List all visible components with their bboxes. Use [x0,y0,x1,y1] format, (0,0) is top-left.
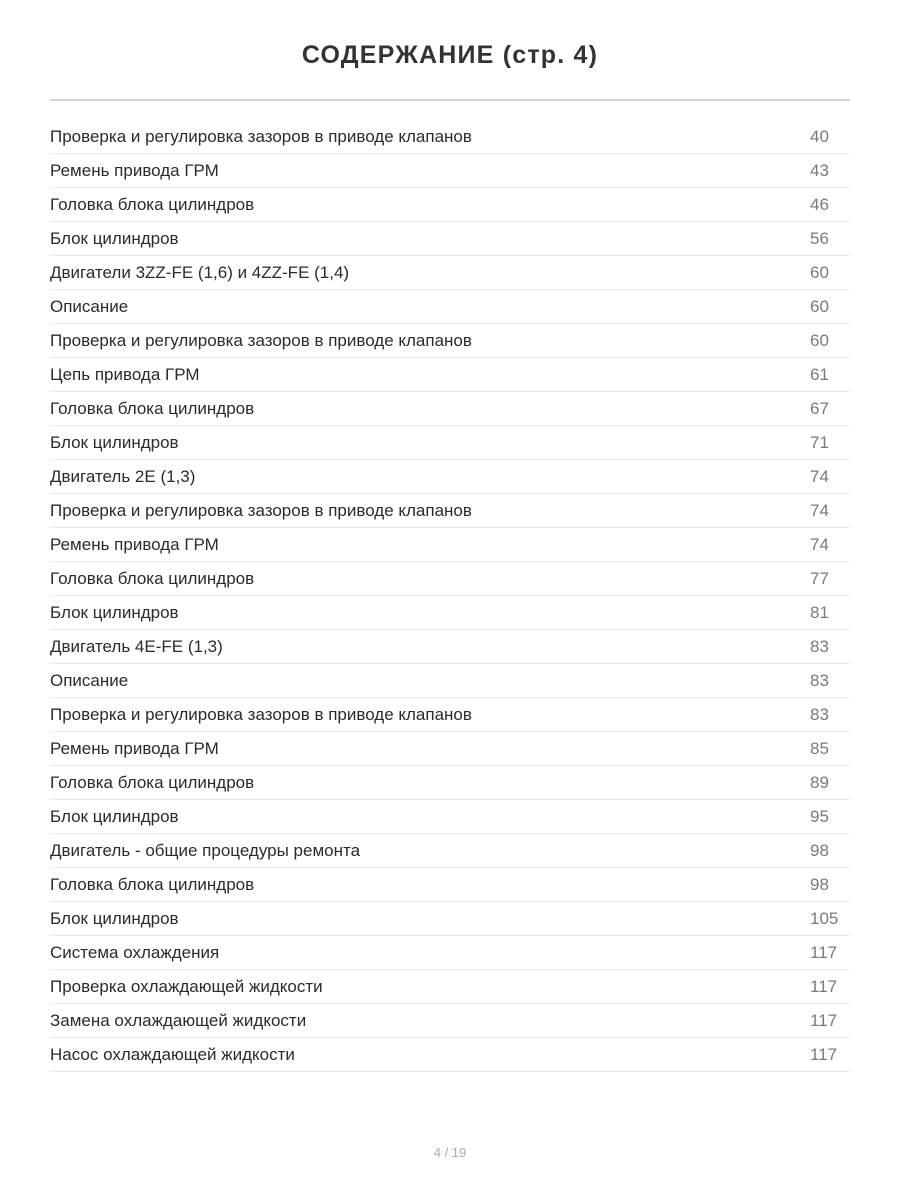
toc-page-number: 105 [810,909,839,928]
toc-list [50,120,850,1072]
toc-entry-title[interactable]: Головка блока цилиндров [50,875,255,894]
toc-row[interactable] [50,698,850,732]
toc-page-number: 95 [810,807,829,826]
toc-entry-title[interactable]: Система охлаждения [50,943,220,962]
toc-entry-title[interactable]: Ремень привода ГРМ [50,535,219,554]
toc-entry-title[interactable]: Блок цилиндров [50,433,179,452]
toc-row[interactable] [50,868,850,902]
toc-entry-title[interactable]: Ремень привода ГРМ [50,739,219,758]
toc-entry-title[interactable]: Блок цилиндров [50,603,179,622]
toc-page-number: 98 [810,841,829,860]
toc-row[interactable] [50,732,850,766]
toc-page-number: 71 [810,433,829,452]
toc-row[interactable] [50,902,850,936]
toc-row[interactable] [50,494,850,528]
toc-row[interactable] [50,358,850,392]
toc-row[interactable] [50,970,850,1004]
toc-entry-title[interactable]: Двигатели 3ZZ-FE (1,6) и 4ZZ-FE (1,4) [50,263,350,282]
toc-page-number: 98 [810,875,829,894]
toc-row[interactable] [50,222,850,256]
toc-entry-title[interactable]: Двигатель 2E (1,3) [50,467,196,486]
toc-entry-title[interactable]: Головка блока цилиндров [50,399,255,418]
toc-page-number: 83 [810,671,829,690]
toc-page-number: 81 [810,603,829,622]
toc-row[interactable] [50,664,850,698]
toc-row[interactable] [50,834,850,868]
toc-page-number: 89 [810,773,829,792]
toc-page-number: 83 [810,705,829,724]
toc-entry-title[interactable]: Головка блока цилиндров [50,569,255,588]
toc-entry-title[interactable]: Проверка охлаждающей жидкости [50,977,323,996]
toc-page-number: 77 [810,569,829,588]
toc-entry-title[interactable]: Цепь привода ГРМ [50,365,200,384]
toc-entry-title[interactable]: Ремень привода ГРМ [50,161,219,180]
toc-page-number: 56 [810,229,829,248]
toc-row[interactable] [50,630,850,664]
toc-row[interactable] [50,324,850,358]
toc-row[interactable] [50,1004,850,1038]
toc-entry-title[interactable]: Проверка и регулировка зазоров в приводе клапанов [50,127,472,146]
toc-entry-title[interactable]: Замена охлаждающей жидкости [50,1011,307,1030]
toc-page-number: 60 [810,263,829,282]
toc-entry-title[interactable]: Описание [50,297,129,316]
toc-entry-title[interactable]: Блок цилиндров [50,909,179,928]
toc-row[interactable] [50,188,850,222]
toc-entry-title[interactable]: Двигатель - общие процедуры ремонта [50,841,361,860]
toc-row[interactable] [50,256,850,290]
toc-entry-title[interactable]: Проверка и регулировка зазоров в приводе клапанов [50,331,472,350]
toc-page-number: 74 [810,501,829,520]
title-divider [50,99,850,101]
toc-row[interactable] [50,528,850,562]
toc-entry-title[interactable]: Проверка и регулировка зазоров в приводе клапанов [50,501,472,520]
toc-row[interactable] [50,426,850,460]
toc-page-number: 61 [810,365,829,384]
toc-page-number: 43 [810,161,829,180]
toc-page-number: 46 [810,195,829,214]
toc-row[interactable] [50,120,850,154]
toc-page-number: 74 [810,535,829,554]
toc-row[interactable] [50,766,850,800]
toc-page-number: 40 [810,127,829,146]
page-title: СОДЕРЖАНИЕ (стр. 4) [301,41,599,69]
toc-entry-title[interactable]: Головка блока цилиндров [50,773,255,792]
toc-row[interactable] [50,562,850,596]
toc-row[interactable] [50,392,850,426]
toc-entry-title[interactable]: Головка блока цилиндров [50,195,255,214]
toc-row[interactable] [50,800,850,834]
page-counter: 4 / 19 [433,1145,467,1160]
toc-page-number: 83 [810,637,829,656]
toc-page-number: 60 [810,297,829,316]
toc-page-number: 117 [810,943,838,962]
toc-page-number: 60 [810,331,829,350]
toc-row[interactable] [50,154,850,188]
toc-entry-title[interactable]: Насос охлаждающей жидкости [50,1045,295,1064]
toc-entry-title[interactable]: Блок цилиндров [50,807,179,826]
toc-page-number: 85 [810,739,829,758]
toc-page-number: 74 [810,467,829,486]
toc-entry-title[interactable]: Описание [50,671,129,690]
toc-entry-title[interactable]: Проверка и регулировка зазоров в приводе клапанов [50,705,472,724]
toc-row[interactable] [50,936,850,970]
toc-page-number: 117 [810,977,838,996]
toc-page-number: 117 [810,1045,838,1064]
toc-row[interactable] [50,1038,850,1072]
toc-row[interactable] [50,290,850,324]
toc-row[interactable] [50,460,850,494]
toc-row[interactable] [50,596,850,630]
toc-entry-title[interactable]: Двигатель 4E-FE (1,3) [50,637,223,656]
toc-page-number: 67 [810,399,829,418]
toc-entry-title[interactable]: Блок цилиндров [50,229,179,248]
toc-page-number: 117 [810,1011,838,1030]
